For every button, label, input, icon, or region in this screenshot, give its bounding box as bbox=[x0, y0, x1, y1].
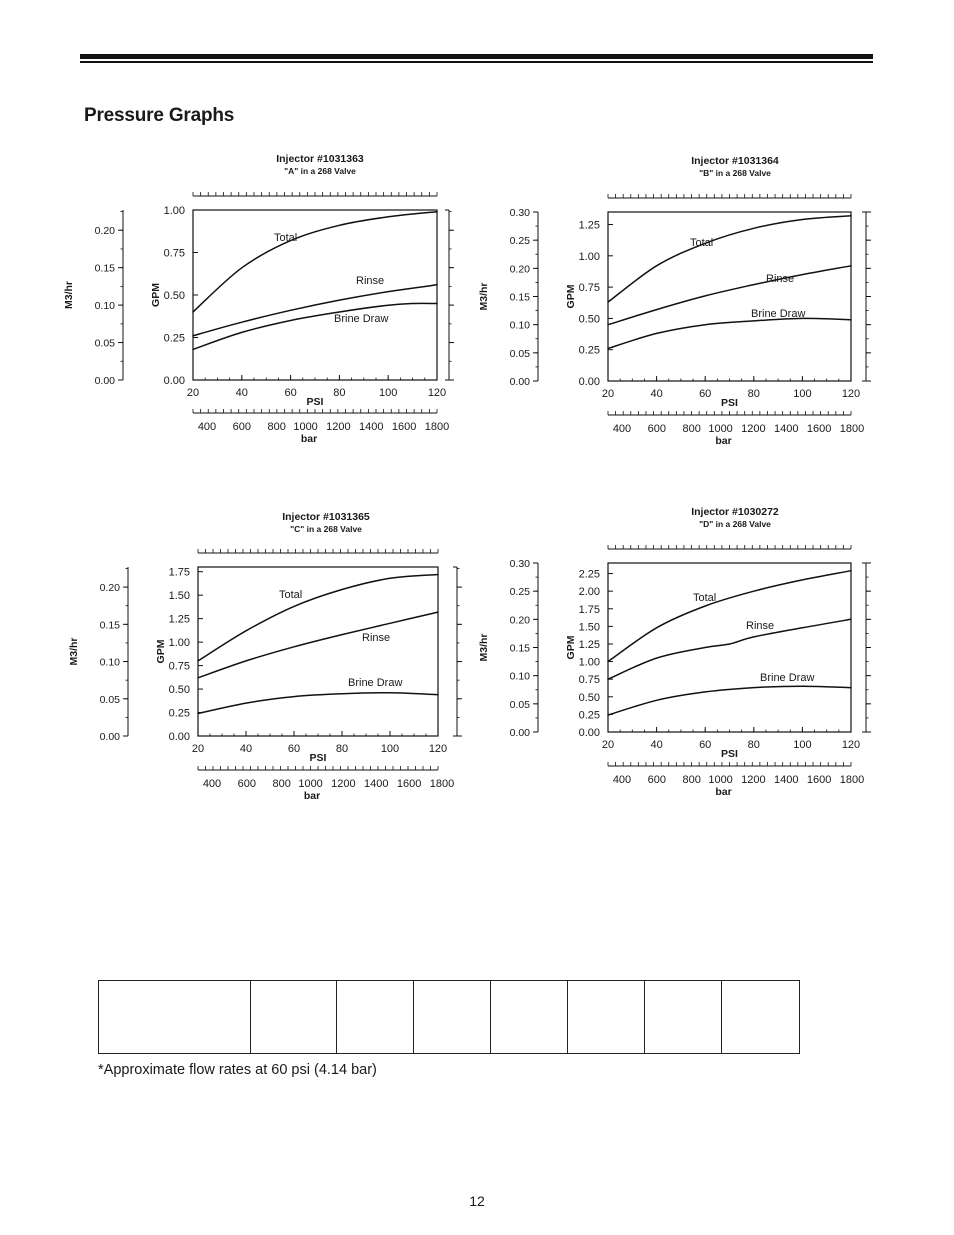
y-tick-label: 0.25 bbox=[168, 707, 190, 720]
x-tick-label: 80 bbox=[333, 387, 346, 399]
chart-subtitle: "D" in a 268 Valve bbox=[699, 519, 771, 529]
table-cell bbox=[722, 981, 800, 1054]
x-tick-label: 20 bbox=[601, 739, 615, 751]
plot-frame bbox=[608, 563, 851, 732]
m3-tick-label: 0.00 bbox=[94, 375, 115, 387]
y-tick-label: 1.25 bbox=[578, 638, 600, 651]
m3-tick-label: 0.20 bbox=[94, 225, 115, 238]
series-line-brine-draw bbox=[608, 318, 851, 348]
bar-tick-label: 1400 bbox=[364, 778, 389, 790]
series-label-brine-draw: Brine Draw bbox=[760, 672, 815, 684]
bar-tick-label: 1600 bbox=[396, 778, 422, 790]
y-tick-label: 1.00 bbox=[578, 656, 600, 669]
bar-tick-label: 1200 bbox=[741, 774, 766, 786]
y-tick-label: 2.00 bbox=[578, 586, 600, 599]
series-line-rinse bbox=[198, 612, 438, 678]
bar-tick-label: 1800 bbox=[429, 778, 455, 790]
bar-tick-label: 1200 bbox=[331, 778, 356, 790]
y-tick-label: 2.25 bbox=[578, 568, 600, 581]
bar-axis-top bbox=[608, 545, 851, 549]
y-axis-label: GPM bbox=[155, 639, 167, 664]
x-axis-label: PSI bbox=[306, 396, 324, 408]
series-label-brine-draw: Brine Draw bbox=[751, 308, 806, 320]
chart-subtitle: "C" in a 268 Valve bbox=[290, 524, 362, 534]
m3-axis-label: M3/hr bbox=[68, 637, 80, 666]
x-tick-label: 80 bbox=[747, 739, 760, 751]
bar-axis-bottom bbox=[608, 411, 851, 415]
bar-tick-label: 1400 bbox=[774, 774, 799, 786]
x-axis-label: PSI bbox=[309, 752, 327, 764]
plot-frame bbox=[198, 567, 438, 736]
y-tick-label: 0.00 bbox=[163, 375, 185, 387]
m3-tick-label: 0.15 bbox=[509, 291, 530, 304]
x-axis-label: PSI bbox=[721, 397, 738, 409]
m3-axis-label: M3/hr bbox=[478, 633, 490, 662]
m3-tick-label: 0.30 bbox=[509, 207, 530, 219]
y-tick-label: 1.75 bbox=[168, 566, 190, 579]
y-tick-label: 0.00 bbox=[578, 376, 600, 388]
bar-tick-label: 1800 bbox=[839, 774, 865, 786]
y-tick-label: 1.25 bbox=[578, 219, 600, 232]
bar-tick-label: 600 bbox=[647, 774, 667, 786]
bar-axis-label: bar bbox=[715, 786, 732, 798]
series-label-brine-draw: Brine Draw bbox=[348, 677, 403, 689]
bar-tick-label: 400 bbox=[612, 774, 632, 786]
m3-axis-label: M3/hr bbox=[63, 280, 75, 310]
x-tick-label: 40 bbox=[235, 387, 248, 399]
m3-tick-label: 0.05 bbox=[509, 347, 530, 360]
plot-frame bbox=[193, 210, 437, 380]
page-title: Pressure Graphs bbox=[84, 105, 235, 126]
y-tick-label: 1.25 bbox=[168, 613, 190, 626]
table-cell bbox=[99, 981, 251, 1054]
y-tick-label: 0.25 bbox=[578, 344, 600, 357]
bar-tick-label: 1000 bbox=[708, 423, 733, 435]
x-tick-label: 60 bbox=[287, 743, 301, 755]
x-tick-label: 100 bbox=[793, 388, 812, 400]
y-tick-label: 0.25 bbox=[578, 709, 600, 722]
chart-subtitle: "A" in a 268 Valve bbox=[284, 166, 356, 176]
y-tick-label: 1.50 bbox=[168, 590, 190, 603]
m3-tick-label: 0.05 bbox=[509, 698, 530, 711]
y-tick-label: 1.00 bbox=[578, 250, 600, 263]
x-tick-label: 60 bbox=[699, 388, 712, 400]
m3-tick-label: 0.10 bbox=[509, 670, 530, 683]
bar-tick-label: 1800 bbox=[839, 423, 865, 435]
m3-tick-label: 0.00 bbox=[509, 376, 530, 388]
pressure-graph-3 bbox=[68, 511, 462, 802]
bar-tick-label: 800 bbox=[682, 774, 701, 786]
m3-tick-label: 0.30 bbox=[509, 558, 530, 570]
y-axis-label: GPM bbox=[565, 284, 577, 309]
y-tick-label: 0.00 bbox=[578, 727, 600, 739]
m3-tick-label: 0.10 bbox=[99, 656, 120, 669]
page-number: 12 bbox=[469, 1193, 485, 1209]
x-tick-label: 60 bbox=[284, 387, 297, 399]
m3-tick-label: 0.25 bbox=[509, 235, 530, 248]
x-axis-label: PSI bbox=[721, 748, 738, 760]
series-line-total bbox=[193, 212, 437, 312]
x-tick-label: 20 bbox=[601, 388, 615, 400]
flow-rate-table bbox=[98, 980, 800, 1054]
bar-tick-label: 1200 bbox=[326, 421, 351, 433]
chart-title: Injector #1030272 bbox=[691, 506, 779, 518]
bar-axis-label: bar bbox=[303, 790, 321, 802]
y-tick-label: 1.50 bbox=[578, 621, 600, 634]
bar-tick-label: 400 bbox=[197, 421, 217, 433]
bar-axis-bottom bbox=[198, 766, 438, 770]
m3-tick-label: 0.00 bbox=[509, 727, 530, 739]
y-axis-label: GPM bbox=[150, 283, 162, 307]
bar-tick-label: 1000 bbox=[708, 774, 733, 786]
bar-tick-label: 1200 bbox=[741, 423, 766, 435]
table-cell bbox=[414, 981, 491, 1054]
chart-title: Injector #1031363 bbox=[276, 153, 364, 165]
y-axis-label: GPM bbox=[565, 635, 577, 660]
y-tick-label: 0.00 bbox=[168, 731, 190, 743]
x-tick-label: 120 bbox=[841, 739, 861, 751]
x-tick-label: 60 bbox=[699, 739, 712, 751]
x-tick-label: 40 bbox=[239, 743, 253, 755]
series-label-total: Total bbox=[690, 237, 714, 249]
bar-tick-label: 1000 bbox=[298, 778, 323, 790]
x-tick-label: 100 bbox=[379, 387, 398, 399]
bar-tick-label: 1600 bbox=[806, 774, 832, 786]
table-cell bbox=[491, 981, 568, 1054]
bar-axis-top bbox=[198, 549, 438, 553]
series-line-rinse bbox=[193, 285, 437, 336]
y-tick-label: 0.25 bbox=[163, 332, 185, 345]
bar-axis-label: bar bbox=[715, 435, 732, 447]
series-label-total: Total bbox=[279, 589, 303, 601]
x-tick-label: 120 bbox=[841, 388, 861, 400]
table-row bbox=[99, 981, 800, 1054]
series-line-brine-draw bbox=[193, 303, 437, 349]
y-tick-label: 1.00 bbox=[168, 637, 190, 650]
x-tick-label: 120 bbox=[427, 387, 447, 399]
m3-tick-label: 0.20 bbox=[509, 614, 530, 627]
x-tick-label: 100 bbox=[380, 743, 400, 755]
y-tick-label: 0.50 bbox=[163, 290, 185, 302]
plot-frame bbox=[608, 212, 851, 381]
table-cell bbox=[251, 981, 337, 1054]
series-label-rinse: Rinse bbox=[746, 620, 775, 632]
bar-tick-label: 600 bbox=[237, 778, 257, 790]
bar-axis-top bbox=[193, 192, 437, 196]
chart-title: Injector #1031365 bbox=[282, 511, 370, 523]
bar-tick-label: 600 bbox=[647, 423, 667, 435]
bar-tick-label: 800 bbox=[267, 421, 286, 433]
m3-tick-label: 0.15 bbox=[99, 619, 120, 632]
x-tick-label: 40 bbox=[650, 388, 663, 400]
m3-tick-label: 0.10 bbox=[509, 319, 530, 332]
table-cell bbox=[645, 981, 722, 1054]
series-line-rinse bbox=[608, 619, 851, 679]
y-tick-label: 0.75 bbox=[168, 660, 190, 673]
bar-tick-label: 1400 bbox=[359, 421, 384, 433]
y-tick-label: 0.75 bbox=[578, 674, 600, 687]
series-label-rinse: Rinse bbox=[356, 275, 385, 287]
x-tick-label: 20 bbox=[191, 743, 205, 755]
m3-tick-label: 0.10 bbox=[94, 300, 115, 313]
x-tick-label: 120 bbox=[428, 743, 448, 755]
m3-tick-label: 0.15 bbox=[509, 642, 530, 655]
bar-tick-label: 400 bbox=[202, 778, 222, 790]
table-cell bbox=[568, 981, 645, 1054]
table-cell bbox=[337, 981, 414, 1054]
bar-tick-label: 600 bbox=[232, 421, 252, 433]
m3-tick-label: 0.20 bbox=[99, 582, 120, 595]
series-line-brine-draw bbox=[198, 693, 438, 714]
y-tick-label: 0.50 bbox=[168, 684, 190, 697]
series-label-rinse: Rinse bbox=[766, 273, 795, 285]
m3-tick-label: 0.05 bbox=[94, 337, 115, 350]
x-tick-label: 40 bbox=[650, 739, 663, 751]
bar-tick-label: 1600 bbox=[806, 423, 832, 435]
m3-tick-label: 0.05 bbox=[99, 693, 120, 706]
bar-tick-label: 1800 bbox=[424, 421, 450, 433]
bar-tick-label: 1600 bbox=[391, 421, 417, 433]
pressure-graph-4 bbox=[478, 506, 871, 798]
m3-tick-label: 0.20 bbox=[509, 263, 530, 276]
bar-axis-bottom bbox=[193, 409, 437, 413]
bar-axis-top bbox=[608, 194, 851, 198]
series-line-total bbox=[608, 216, 851, 302]
y-tick-label: 1.00 bbox=[163, 205, 185, 217]
pressure-graph-1 bbox=[63, 153, 454, 445]
x-tick-label: 20 bbox=[186, 387, 200, 399]
bar-tick-label: 1000 bbox=[293, 421, 318, 433]
x-tick-label: 80 bbox=[747, 388, 760, 400]
bar-axis-label: bar bbox=[300, 433, 318, 445]
series-label-total: Total bbox=[274, 232, 298, 244]
chart-title: Injector #1031364 bbox=[691, 155, 779, 167]
bar-tick-label: 400 bbox=[612, 423, 632, 435]
series-label-brine-draw: Brine Draw bbox=[334, 313, 389, 325]
chart-subtitle: "B" in a 268 Valve bbox=[699, 168, 771, 178]
y-tick-label: 0.75 bbox=[578, 282, 600, 295]
bar-tick-label: 1400 bbox=[774, 423, 799, 435]
footnote: *Approximate flow rates at 60 psi (4.14 bar) bbox=[98, 1062, 377, 1078]
series-line-total bbox=[608, 571, 851, 662]
series-label-total: Total bbox=[693, 592, 717, 604]
m3-tick-label: 0.15 bbox=[94, 262, 115, 275]
y-tick-label: 1.75 bbox=[578, 603, 600, 616]
x-tick-label: 100 bbox=[793, 739, 812, 751]
m3-tick-label: 0.25 bbox=[509, 586, 530, 599]
bar-tick-label: 800 bbox=[272, 778, 291, 790]
m3-tick-label: 0.00 bbox=[99, 731, 120, 743]
m3-axis-label: M3/hr bbox=[478, 282, 490, 311]
series-label-rinse: Rinse bbox=[362, 632, 391, 644]
series-line-total bbox=[198, 575, 438, 661]
y-tick-label: 0.50 bbox=[578, 691, 600, 704]
y-tick-label: 0.75 bbox=[163, 247, 185, 260]
y-tick-label: 0.50 bbox=[578, 313, 600, 326]
series-line-brine-draw bbox=[608, 686, 851, 715]
bar-tick-label: 800 bbox=[682, 423, 701, 435]
pressure-graph-2 bbox=[478, 155, 871, 447]
bar-axis-bottom bbox=[608, 762, 851, 766]
x-tick-label: 80 bbox=[335, 743, 349, 755]
